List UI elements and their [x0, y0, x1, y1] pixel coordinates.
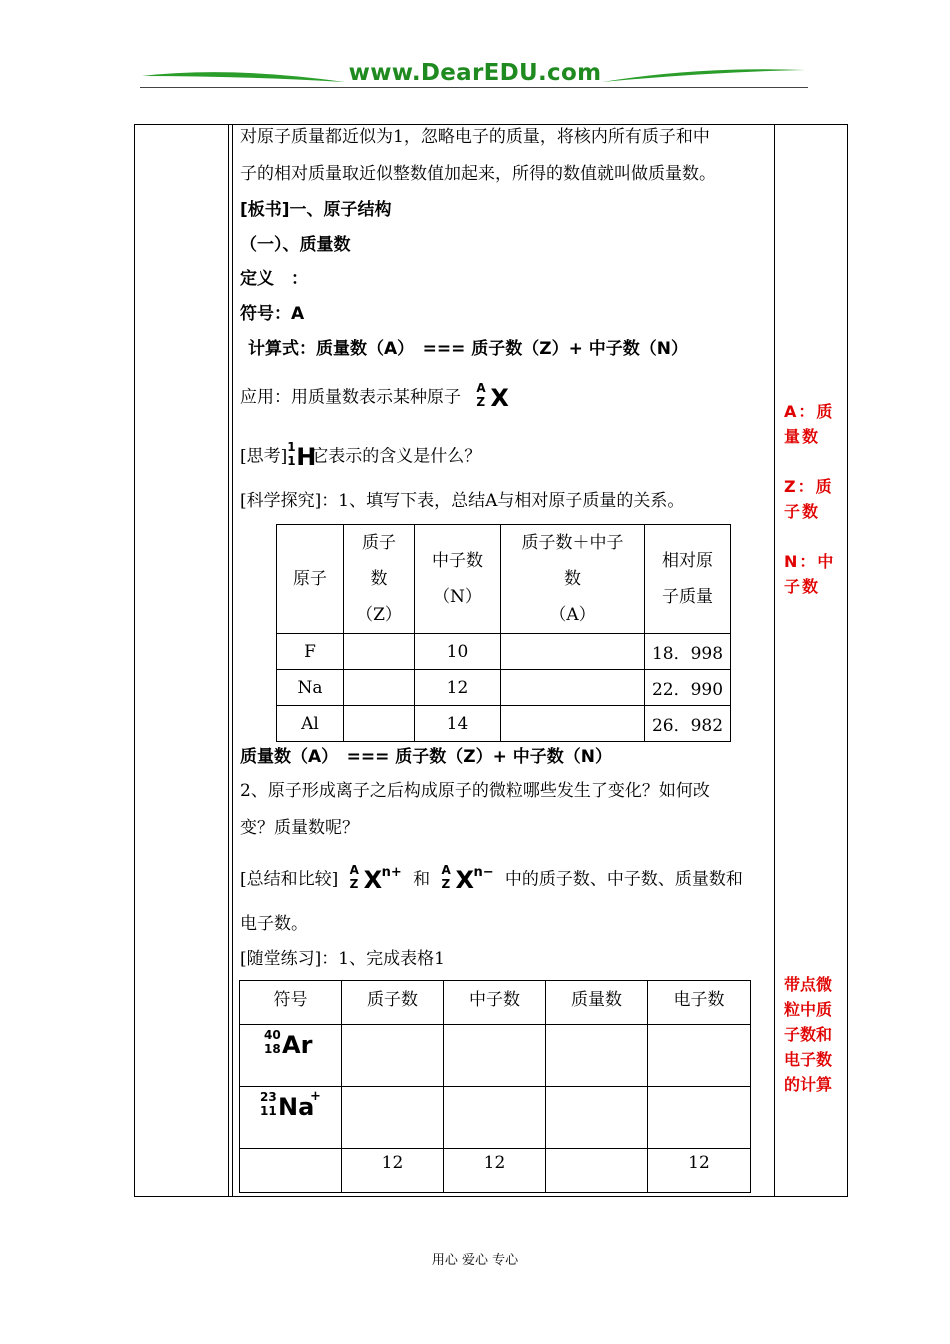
- summary-and: 和: [413, 869, 431, 890]
- summary-prefix: [总结和比较]: [240, 869, 339, 890]
- table-cell[interactable]: [444, 1087, 546, 1149]
- header-cell: 中子数: [444, 981, 546, 1025]
- table-row: [277, 706, 731, 742]
- practice-line: [随堂练习]：1、完成表格1: [240, 949, 445, 969]
- explore-line: [科学探究]：1、填写下表，总结A与相对原子质量的关系。: [240, 491, 685, 511]
- table-header-row: [240, 981, 751, 1025]
- logo-swoosh-left: [140, 64, 350, 86]
- note-calc: 带点微 粒中质 子数和 电子数 的计算: [784, 975, 833, 1094]
- mass-number: A: [476, 381, 486, 395]
- question-line: 2、原子形成离子之后构成原子的微粒哪些发生了变化？如何改: [240, 781, 710, 801]
- atomic-number: Z: [349, 877, 359, 891]
- ion-charge: n+: [381, 865, 402, 880]
- footer-motto: 用心 爱心 专心: [431, 1253, 519, 1268]
- table-cell[interactable]: [501, 634, 645, 670]
- nuclide-axz: [476, 381, 510, 412]
- table-cell: 18．998: [645, 634, 731, 670]
- section-heading: （一）、质量数: [240, 235, 351, 255]
- column-divider-2: [232, 124, 233, 1197]
- table-cell[interactable]: [444, 1025, 546, 1087]
- atom-table: [276, 524, 731, 742]
- atomic-number: 11: [260, 1104, 277, 1118]
- table-cell[interactable]: [501, 706, 645, 742]
- header-cell: 中子数 （N）: [415, 525, 501, 634]
- application-text: 应用：用质量数表示某种原子: [240, 387, 461, 408]
- element-symbol: Ar: [282, 1031, 313, 1059]
- nuclide-ar: [264, 1028, 324, 1059]
- definition-line: 定义 ：: [240, 269, 308, 289]
- table-cell: 12: [444, 1149, 546, 1193]
- table-cell[interactable]: [344, 670, 415, 706]
- question-line: 变？质量数呢？: [240, 818, 359, 838]
- symbol-line: 符号：A: [240, 304, 305, 324]
- table-cell[interactable]: [344, 706, 415, 742]
- atomic-number: Z: [441, 877, 451, 891]
- table-row: [240, 1025, 751, 1087]
- element-symbol: X: [363, 866, 383, 894]
- element-symbol: X: [455, 866, 474, 894]
- header-cell: 质子 数 （Z）: [344, 525, 415, 634]
- header-cell: 质量数: [546, 981, 648, 1025]
- table-cell[interactable]: [342, 1087, 444, 1149]
- table-cell: 14: [415, 706, 501, 742]
- mass-number: A: [349, 863, 359, 877]
- table-cell[interactable]: [240, 1149, 342, 1193]
- table-cell: Al: [277, 706, 344, 742]
- summary-line: [240, 863, 743, 894]
- table-cell[interactable]: [546, 1025, 648, 1087]
- note-n: N：中 子数: [784, 552, 836, 596]
- think-prefix: [思考]: [240, 446, 288, 467]
- element-symbol: Na: [278, 1093, 315, 1121]
- atomic-number: 18: [264, 1042, 281, 1056]
- paragraph-line: 子的相对质量取近似整数值加起来，所得的数值就叫做质量数。: [240, 164, 716, 184]
- practice-table: [239, 980, 751, 1193]
- header-cell: 原子: [277, 525, 344, 634]
- summary-suffix: 中的质子数、中子数、质量数和: [504, 869, 743, 890]
- board-heading: [板书]一、原子结构: [240, 200, 392, 220]
- atomic-number: 1: [287, 454, 296, 468]
- header-cell: 符号: [240, 981, 342, 1025]
- think-suffix: 它表示的含义是什么？: [311, 446, 482, 467]
- table-header-row: [277, 525, 731, 634]
- formula-line: 计算式：质量数（A） === 质子数（Z）+ 中子数（N）: [248, 339, 689, 359]
- symbol-cell: [240, 1087, 342, 1149]
- note-z: Z：质 子数: [784, 477, 834, 521]
- mass-number: 1: [287, 440, 296, 454]
- table-row: [240, 1087, 751, 1149]
- summary-end: 电子数。: [240, 914, 308, 934]
- table-cell[interactable]: [546, 1149, 648, 1193]
- ion-charge: +: [310, 1089, 321, 1104]
- nuclide-x-n-minus: [441, 863, 499, 894]
- table-cell[interactable]: [648, 1087, 751, 1149]
- logo-swoosh-right: [600, 62, 810, 84]
- formula-line-2: 质量数（A） === 质子数（Z）+ 中子数（N）: [240, 747, 613, 767]
- header-cell: 电子数: [648, 981, 751, 1025]
- table-cell[interactable]: [648, 1025, 751, 1087]
- table-row: [240, 1149, 751, 1193]
- header-cell: 质子数: [342, 981, 444, 1025]
- column-divider-3: [774, 124, 775, 1197]
- table-cell[interactable]: [344, 634, 415, 670]
- table-cell: 12: [648, 1149, 751, 1193]
- atomic-number: Z: [476, 395, 486, 409]
- nuclide-x-n-plus: [349, 863, 408, 894]
- mass-number: 23: [260, 1090, 277, 1104]
- nuclide-h: [287, 440, 317, 471]
- table-cell: 26．982: [645, 706, 731, 742]
- header-banner: [140, 58, 810, 94]
- table-cell[interactable]: [546, 1087, 648, 1149]
- table-row: [277, 670, 731, 706]
- element-symbol: X: [490, 384, 509, 412]
- paragraph-line: 对原子质量都近似为1，忽略电子的质量，将核内所有质子和中: [240, 127, 710, 147]
- table-cell: 10: [415, 634, 501, 670]
- table-cell: Na: [277, 670, 344, 706]
- table-cell[interactable]: [342, 1025, 444, 1087]
- header-rule: [140, 87, 808, 88]
- mass-number: A: [441, 863, 451, 877]
- symbol-cell: [240, 1025, 342, 1087]
- element-symbol: H: [296, 443, 317, 471]
- table-cell[interactable]: [501, 670, 645, 706]
- header-cell: 相对原 子质量: [645, 525, 731, 634]
- column-divider-1: [228, 124, 229, 1197]
- table-row: [277, 634, 731, 670]
- note-a: A：质 量数: [784, 402, 835, 446]
- mass-number: 40: [264, 1028, 281, 1042]
- think-line: [240, 440, 482, 471]
- ion-charge: n−: [473, 865, 494, 880]
- logo-text: www.DearEDU.com: [348, 60, 602, 86]
- header-cell: 质子数＋中子 数 （A）: [501, 525, 645, 634]
- nuclide-na-ion: [260, 1089, 324, 1121]
- table-cell: 22．990: [645, 670, 731, 706]
- table-cell: 12: [342, 1149, 444, 1193]
- table-cell: 12: [415, 670, 501, 706]
- application-line: [240, 381, 510, 412]
- table-cell: F: [277, 634, 344, 670]
